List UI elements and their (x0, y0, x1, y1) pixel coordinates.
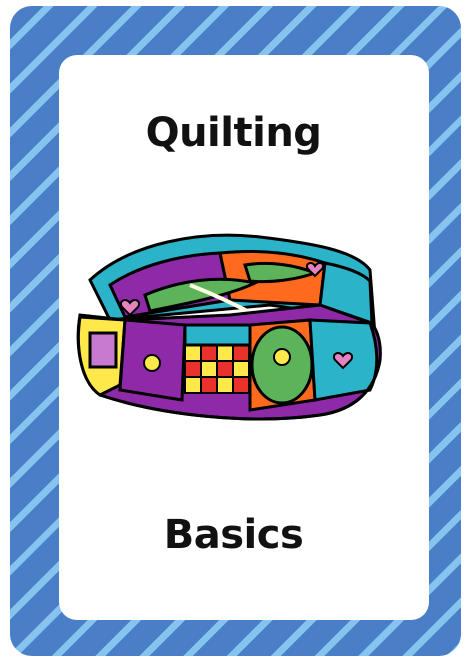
card-subtitle: Basics (163, 512, 304, 558)
card-title: Quilting (145, 110, 322, 156)
quilt-illustration (70, 225, 390, 435)
